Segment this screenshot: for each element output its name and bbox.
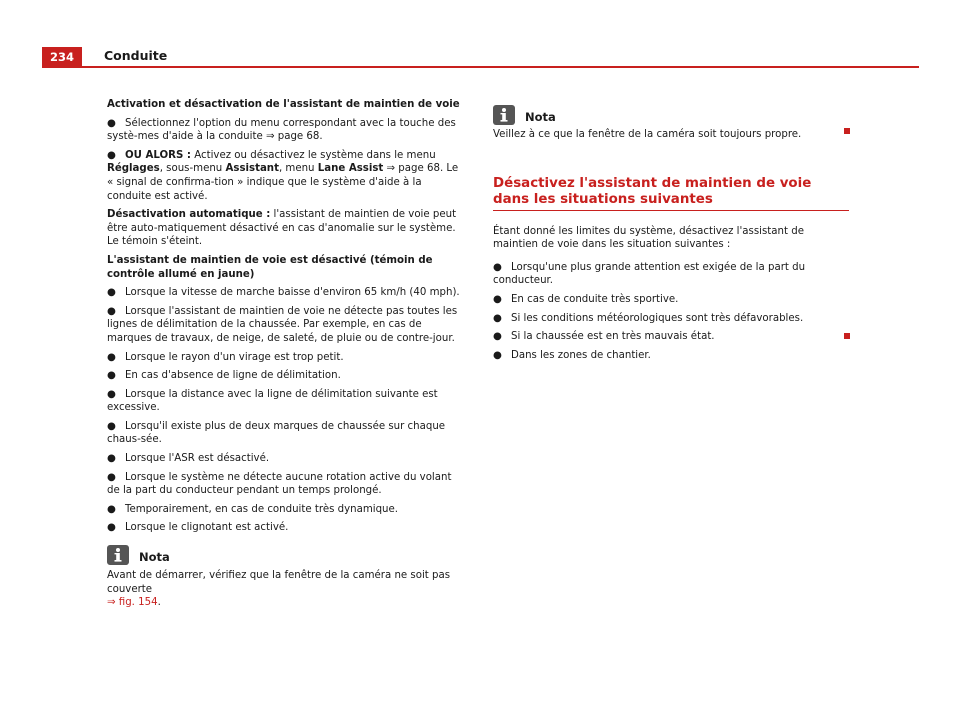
- bullet-icon: ●: [107, 453, 116, 465]
- bullet-icon: ●: [107, 149, 116, 161]
- item-text: Lorsque la vitesse de marche baisse d'environ 65 km/h (40 mph).: [125, 287, 460, 299]
- bullet-icon: ●: [493, 349, 502, 361]
- figure-link[interactable]: ⇒ fig. 154: [107, 597, 158, 609]
- info-icon: [493, 105, 515, 125]
- menu-name: Réglages: [107, 163, 160, 175]
- item-text: En cas de conduite très sportive.: [511, 293, 679, 305]
- nota-header-right: [493, 105, 849, 125]
- bullet-icon: ●: [107, 370, 116, 382]
- item-text: Lorsque la distance avec la ligne de délimitation suivante est excessive.: [107, 388, 438, 414]
- list-item: [107, 117, 464, 144]
- bullet-icon: ●: [107, 305, 116, 317]
- right-bullet-list: [493, 261, 849, 363]
- list-item: [107, 503, 464, 517]
- list-item: [107, 286, 464, 300]
- situations-heading: Désactivez l'assistant de maintien de voie dans les situations suivantes: [493, 175, 812, 207]
- item-text: En cas d'absence de ligne de délimitation.: [125, 370, 341, 382]
- item-prefix: OU ALORS :: [125, 149, 191, 161]
- auto-text: l'assistant de maintien de voie peut être auto-matiquement désactivé en cas d'anomalie sur le système. Le témoin s'éteint.: [107, 209, 457, 248]
- menu-name: Assistant: [225, 163, 279, 175]
- list-item: [493, 330, 849, 344]
- info-icon: [107, 545, 129, 565]
- list-item: [107, 351, 464, 365]
- nota-label: Nota: [139, 550, 170, 565]
- item-text: Si la chaussée est en très mauvais état.: [511, 331, 715, 343]
- list-item: [107, 521, 464, 535]
- left-bullet-list: [107, 286, 464, 535]
- bullet-icon: ●: [107, 471, 116, 483]
- end-mark: [844, 333, 850, 339]
- item-text: Lorsqu'il existe plus de deux marques de chaussée sur chaque chaus-sée.: [107, 420, 446, 446]
- menu-name: Lane Assist: [317, 163, 384, 175]
- bullet-icon: ●: [493, 293, 502, 305]
- item-text: , menu: [278, 163, 318, 175]
- item-text: Lorsque l'ASR est désactivé.: [125, 453, 270, 465]
- bullet-icon: ●: [493, 312, 502, 324]
- item-text: Sélectionnez l'option du menu correspondant avec la touche des systè-mes d'aide à la conduite ⇒ page 68.: [107, 117, 456, 143]
- nota-end: .: [157, 597, 161, 609]
- list-item: [493, 293, 849, 307]
- item-text: Lorsque le système ne détecte aucune rotation active du volant de la part du conducteur pendant un temps prolongé.: [107, 471, 452, 497]
- nota-label: Nota: [525, 110, 556, 125]
- page-number: 234: [42, 47, 82, 68]
- list-item: [107, 452, 464, 466]
- bullet-icon: ●: [107, 420, 116, 432]
- bullet-icon: ●: [107, 522, 116, 534]
- nota-text-right: Veillez à ce que la fenêtre de la caméra soit toujours propre.: [493, 129, 802, 140]
- bullet-icon: ●: [107, 351, 116, 363]
- item-text: Dans les zones de chantier.: [511, 349, 651, 361]
- heading-deactivated: L'assistant de maintien de voie est désactivé (témoin de contrôle allumé en jaune): [107, 254, 433, 280]
- heading-rule: [493, 210, 849, 211]
- item-text: Activez ou désactivez le système dans le menu: [190, 149, 436, 161]
- list-item: [493, 349, 849, 363]
- auto-deactivation: [107, 208, 464, 249]
- nota-text: [107, 569, 464, 610]
- item-text: Si les conditions météorologiques sont très défavorables.: [511, 312, 804, 324]
- bullet-icon: ●: [107, 503, 116, 515]
- list-item: [107, 149, 464, 203]
- auto-label: Désactivation automatique :: [107, 209, 271, 221]
- section-title: Conduite: [104, 48, 168, 63]
- list-item: [107, 305, 464, 346]
- item-text: ⇒ page 68. Le « signal de confirma-tion » indique que le système d'aide à la conduite est activé.: [107, 163, 459, 202]
- intro-text: Étant donné les limites du système, désactivez l'assistant de maintien de voie dans les situation suivantes :: [493, 225, 804, 251]
- header-rule: [82, 66, 919, 68]
- item-text: Lorsque le rayon d'un virage est trop petit.: [125, 351, 344, 363]
- list-item: [493, 312, 849, 326]
- item-text: Temporairement, en cas de conduite très dynamique.: [125, 503, 399, 515]
- bullet-icon: ●: [107, 388, 116, 400]
- nota-header: [107, 545, 464, 565]
- list-item: [107, 471, 464, 498]
- item-text: Lorsque l'assistant de maintien de voie ne détecte pas toutes les lignes de délimitation de la chaussée. Par exemple, en cas de marques de travaux, de neige, de saleté, de pluie ou de contre-jour.: [107, 305, 458, 344]
- bullet-icon: ●: [493, 331, 502, 343]
- item-text: Lorsque le clignotant est activé.: [125, 522, 289, 534]
- list-item: [107, 420, 464, 447]
- left-column: [107, 98, 464, 615]
- bullet-icon: ●: [493, 261, 502, 273]
- item-text: Lorsqu'une plus grande attention est exigée de la part du conducteur.: [493, 261, 806, 287]
- end-mark: [844, 128, 850, 134]
- bullet-icon: ●: [107, 287, 116, 299]
- nota-body: Avant de démarrer, vérifiez que la fenêtre de la caméra ne soit pas couverte: [107, 570, 451, 595]
- list-item: [107, 388, 464, 415]
- bullet-icon: ●: [107, 117, 116, 129]
- heading-activation: Activation et désactivation de l'assistant de maintien de voie: [107, 99, 460, 110]
- list-item: [107, 369, 464, 383]
- right-column: [493, 105, 849, 367]
- list-item: [493, 261, 849, 288]
- item-text: , sous-menu: [159, 163, 226, 175]
